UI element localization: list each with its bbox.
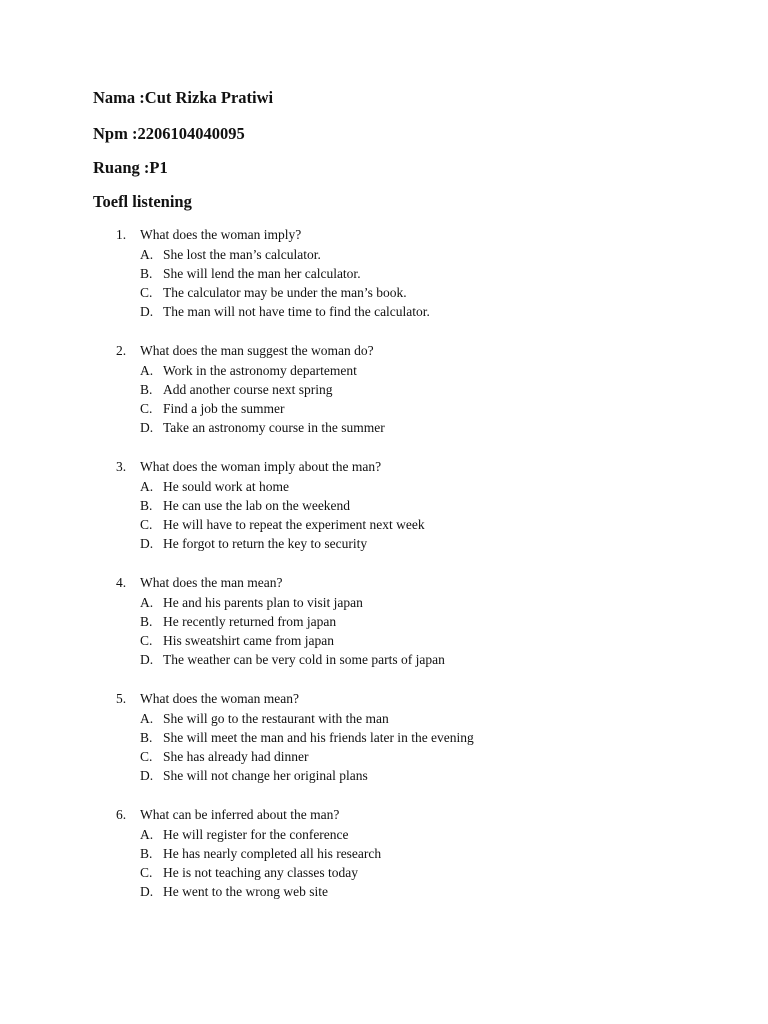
- question-number: 2.: [116, 343, 127, 358]
- option-text: The weather can be very cold in some parts of japan: [163, 652, 445, 668]
- question-text: What does the man suggest the woman do?: [140, 343, 374, 358]
- option-letter: C.: [140, 865, 153, 881]
- option-letter: B.: [140, 265, 153, 281]
- option-text: Work in the astronomy departement: [163, 362, 357, 378]
- option-letter: D.: [140, 536, 154, 552]
- option-letter: D.: [140, 652, 154, 668]
- option-text: He will register for the conference: [163, 826, 349, 842]
- option-letter: D.: [140, 420, 154, 436]
- option-letter: A.: [140, 826, 154, 842]
- question-3: [0, 457, 768, 573]
- option-letter: C.: [140, 633, 153, 649]
- option-text: Add another course next spring: [163, 381, 333, 397]
- option-letter: A.: [140, 594, 154, 610]
- option-text: She will meet the man and his friends later in the evening: [163, 729, 474, 745]
- question-2: [0, 341, 768, 457]
- question-text: What does the woman mean?: [140, 691, 299, 706]
- option-text: He went to the wrong web site: [163, 884, 328, 900]
- question-text: What can be inferred about the man?: [140, 807, 340, 822]
- option-letter: B.: [140, 613, 153, 629]
- student-room: Ruang :P1: [93, 158, 168, 177]
- question-number: 6.: [116, 807, 127, 822]
- option-text: Take an astronomy course in the summer: [163, 420, 385, 436]
- option-text: He and his parents plan to visit japan: [163, 594, 363, 610]
- question-5: [0, 689, 768, 805]
- option-text: He will have to repeat the experiment next week: [163, 517, 425, 533]
- student-name: Nama :Cut Rizka Pratiwi: [93, 88, 274, 107]
- option-text: He recently returned from japan: [163, 613, 337, 629]
- question-text: What does the man mean?: [140, 575, 283, 590]
- option-letter: D.: [140, 768, 154, 784]
- option-text: Find a job the summer: [163, 401, 285, 417]
- option-letter: C.: [140, 285, 153, 301]
- option-text: His sweatshirt came from japan: [163, 633, 334, 649]
- question-number: 1.: [116, 227, 127, 242]
- question-number: 4.: [116, 575, 127, 590]
- option-text: He sould work at home: [163, 478, 289, 494]
- option-text: She lost the man’s calculator.: [163, 246, 321, 262]
- option-text: She has already had dinner: [163, 749, 309, 765]
- option-letter: B.: [140, 845, 153, 861]
- option-text: He can use the lab on the weekend: [163, 497, 351, 513]
- option-letter: D.: [140, 884, 154, 900]
- option-text: She will not change her original plans: [163, 768, 368, 784]
- option-letter: A.: [140, 710, 154, 726]
- option-letter: B.: [140, 497, 153, 513]
- student-npm: Npm :2206104040095: [93, 124, 245, 143]
- option-letter: D.: [140, 304, 154, 320]
- question-text: What does the woman imply about the man?: [140, 459, 382, 474]
- question-text: What does the woman imply?: [140, 227, 302, 242]
- option-text: She will lend the man her calculator.: [163, 265, 361, 281]
- question-number: 5.: [116, 691, 127, 706]
- question-4: [0, 573, 768, 689]
- option-text: He is not teaching any classes today: [163, 865, 358, 881]
- option-letter: A.: [140, 478, 154, 494]
- question-6: [0, 805, 768, 921]
- option-text: He has nearly completed all his research: [163, 845, 382, 861]
- option-text: The calculator may be under the man’s book.: [163, 285, 407, 301]
- option-letter: C.: [140, 517, 153, 533]
- option-letter: B.: [140, 381, 153, 397]
- question-1: [0, 225, 768, 341]
- option-text: He forgot to return the key to security: [163, 536, 368, 552]
- question-list: [0, 225, 768, 921]
- option-letter: C.: [140, 749, 153, 765]
- question-number: 3.: [116, 459, 127, 474]
- section-title: Toefl listening: [93, 192, 192, 211]
- option-letter: C.: [140, 401, 153, 417]
- option-text: The man will not have time to find the calculator.: [163, 304, 430, 320]
- option-text: She will go to the restaurant with the man: [163, 710, 389, 726]
- option-letter: B.: [140, 729, 153, 745]
- option-letter: A.: [140, 362, 154, 378]
- option-letter: A.: [140, 246, 154, 262]
